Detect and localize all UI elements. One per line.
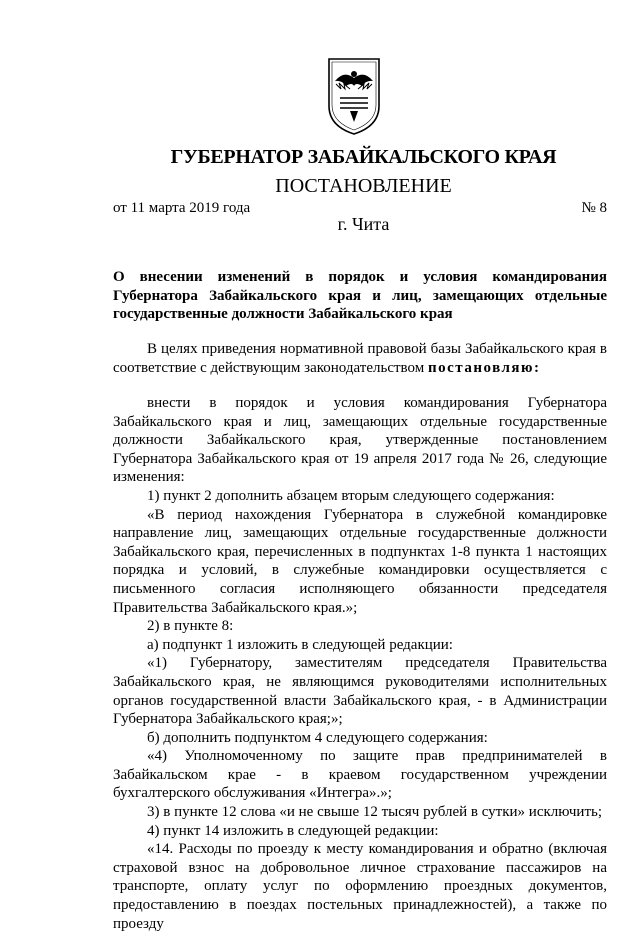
- body-paragraph: 1) пункт 2 дополнить абзацем вторым следующего содержания:: [147, 487, 555, 504]
- body-paragraph: 4) пункт 14 изложить в следующей редакции:: [147, 822, 439, 839]
- issuer-title: ГУБЕРНАТОР ЗАБАЙКАЛЬСКОГО КРАЯ: [170, 146, 557, 168]
- body-paragraph: «1) Губернатору, заместителям председателя Правительства Забайкальского края, не являющимся руководителями исполнительных органов государственной власти Забайкальского края, - в Администрации Губернатора Забайкальского края;»;: [113, 655, 607, 728]
- preamble: [113, 340, 607, 377]
- document-number: № 8: [581, 200, 607, 216]
- body-paragraph: «14. Расходы по проезду к месту командирования и обратно (включая страховой взнос на добровольное личное страхование пассажиров на транспорте, оплату услуг по оформлению проездных документов, предоставлению в поездах постельных принадлежностей), а также по проезду: [113, 841, 607, 932]
- body-paragraph: «В период нахождения Губернатора в служебной командировке направление лиц, замещающих отдельные государственные должности Забайкальского края, перечисленных в подпунктах 1-8 пункта 1 настоящих порядка и условий, в служебные командировки осуществляется с письменного согласия исполняющего обязанности председателя Правительства Забайкальского края.»;: [113, 506, 607, 616]
- body-paragraph: б) дополнить подпунктом 4 следующего содержания:: [147, 729, 488, 746]
- document-date: от 11 марта 2019 года: [113, 200, 251, 216]
- decree-word: постановляю:: [427, 359, 541, 376]
- document-title: О внесении изменений в порядок и условия командирования Губернатора Забайкальского края и лиц, замещающих отдельные государственные должности Забайкальского края: [113, 269, 607, 323]
- body-paragraph: «4) Уполномоченному по защите прав предпринимателей в Забайкальском крае - в краевом государственном учреждении бухгалтерского обслуживания «Интегра».»;: [113, 748, 607, 802]
- body-paragraph: внести в порядок и условия командирования Губернатора Забайкальского края и лиц, замещающих отдельные государственные должности Забайкальского края, утвержденные постановлением Губернатора Забайкальского края от 19 апреля 2017 года № 26, следующие изменения:: [113, 395, 607, 486]
- document-type: ПОСТАНОВЛЕНИЕ: [275, 175, 452, 197]
- document-city: г. Чита: [337, 214, 390, 234]
- document-body: [113, 394, 607, 933]
- body-paragraph: а) подпункт 1 изложить в следующей редакции:: [147, 636, 453, 653]
- body-paragraph: 2) в пункте 8:: [147, 618, 234, 635]
- coat-of-arms-emblem: [326, 56, 382, 136]
- preamble-text: В целях приведения нормативной правовой базы Забайкальского края в соответствие с действующим законодательством: [113, 341, 607, 376]
- body-paragraph: 3) в пункте 12 слова «и не свыше 12 тысяч рублей в сутки» исключить;: [147, 804, 603, 821]
